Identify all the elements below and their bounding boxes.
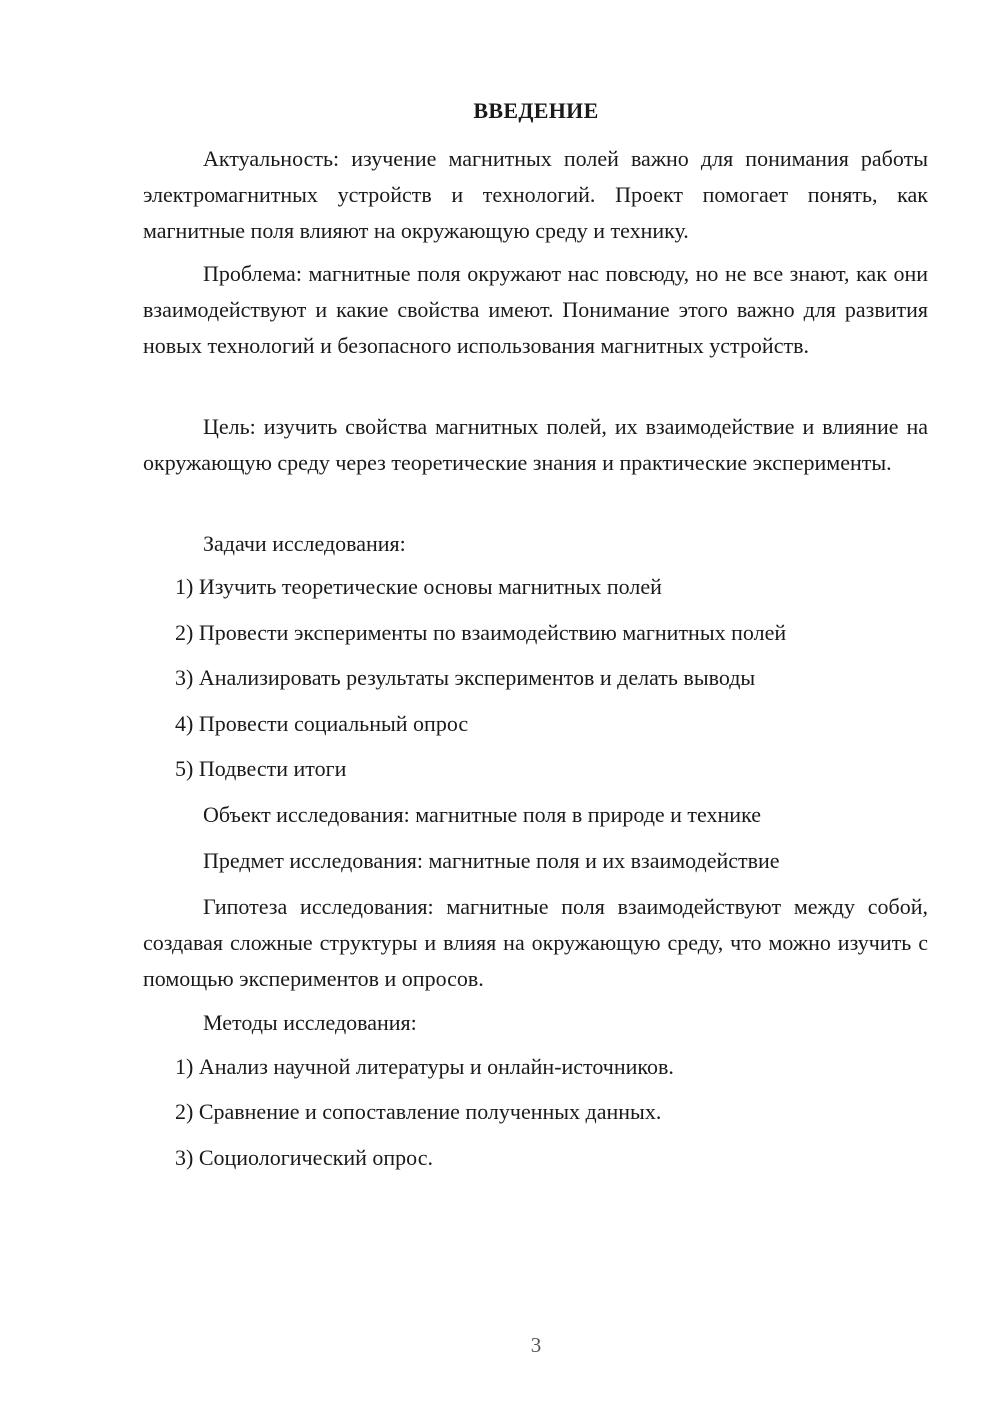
task-item-text: 4) Провести социальный опрос <box>175 711 469 736</box>
object-line <box>143 797 928 833</box>
methods-heading-text: Методы исследования: <box>203 1010 417 1035</box>
tasks-heading-text: Задачи исследования: <box>203 531 406 556</box>
method-item <box>143 1094 928 1130</box>
goal-text: Цель: изучить свойства магнитных полей, их взаимодействие и влияние на окружающую среду через теоретические знания и практические эксперименты. <box>143 414 928 475</box>
method-item-text: 2) Сравнение и сопоставление полученных данных. <box>175 1099 662 1124</box>
relevance-text: Актуальность: изучение магнитных полей важно для понимания работы электромагнитных устройств и технологий. Проект помогает понять, как магнитные поля влияют на окружающую среду и технику. <box>143 146 928 243</box>
subject-line <box>143 843 928 879</box>
subject-text: Предмет исследования: магнитные поля и их взаимодействие <box>203 848 780 873</box>
hypothesis-paragraph <box>143 889 928 997</box>
task-item-text: 2) Провести эксперименты по взаимодействию магнитных полей <box>175 620 787 645</box>
hypothesis-text: Гипотеза исследования: магнитные поля взаимодействуют между собой, создавая сложные структуры и влияя на окружающую среду, что можно изучить с помощью экспериментов и опросов. <box>143 894 928 991</box>
method-item <box>143 1140 928 1176</box>
section-title: ВВЕДЕНИЕ <box>473 98 599 123</box>
task-item <box>143 660 928 696</box>
method-item-text: 1) Анализ научной литературы и онлайн-источников. <box>175 1054 674 1079</box>
methods-heading <box>143 1005 928 1041</box>
task-item-text: 3) Анализировать результаты экспериментов и делать выводы <box>175 665 756 690</box>
goal-paragraph <box>143 409 928 481</box>
problem-text: Проблема: магнитные поля окружают нас повсюду, но не все знают, как они взаимодействуют и какие свойства имеют. Понимание этого важно для развития новых технологий и безопасного использования магнитных устройств. <box>143 261 928 358</box>
task-item <box>143 706 928 742</box>
object-text: Объект исследования: магнитные поля в природе и технике <box>203 802 761 827</box>
method-item-text: 3) Социологический опрос. <box>175 1145 433 1170</box>
method-item <box>143 1049 928 1085</box>
task-item <box>143 751 928 787</box>
task-item <box>143 569 928 605</box>
problem-paragraph <box>143 256 928 364</box>
tasks-heading <box>143 526 928 562</box>
task-item-text: 5) Подвести итоги <box>175 756 347 781</box>
task-item-text: 1) Изучить теоретические основы магнитных полей <box>175 574 662 599</box>
relevance-paragraph <box>143 141 928 249</box>
task-item <box>143 615 928 651</box>
page-number: 3 <box>530 1333 542 1357</box>
